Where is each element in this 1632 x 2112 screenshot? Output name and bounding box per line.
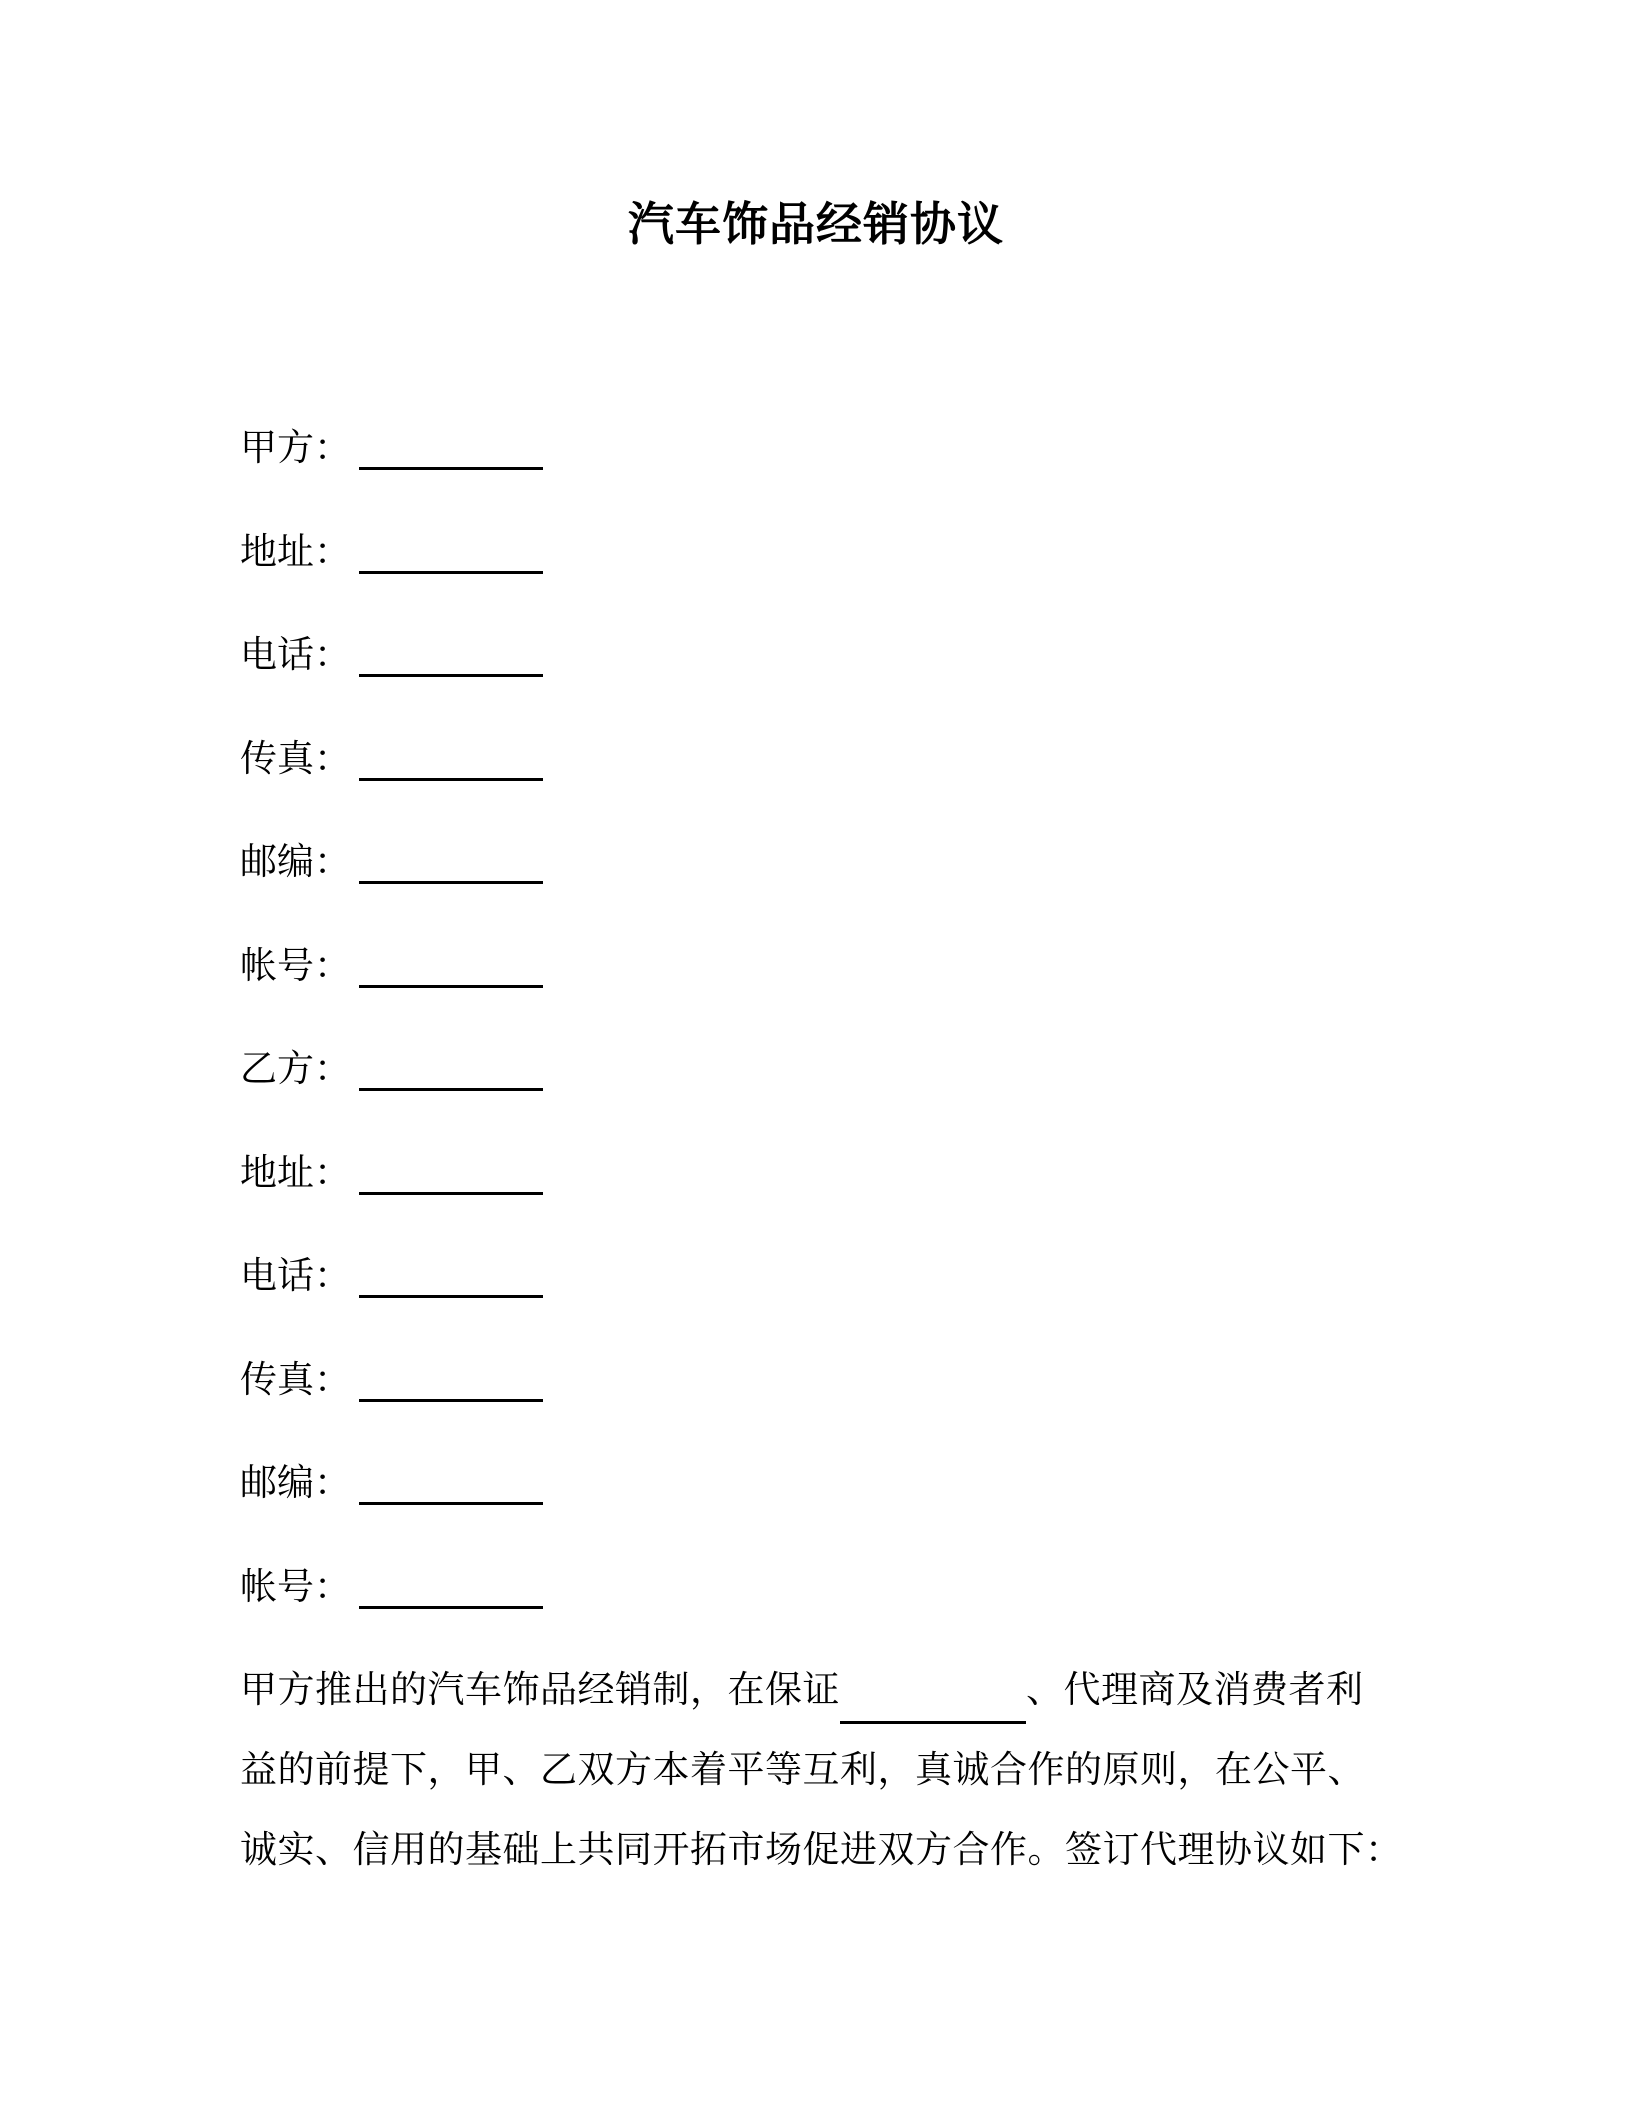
- field-label: 电话：: [240, 1254, 351, 1297]
- field-label: 邮编：: [240, 840, 351, 883]
- fill-in-blank: [359, 1462, 543, 1505]
- field-label: 地址：: [240, 1150, 351, 1194]
- inline-fill-in-blank: [840, 1681, 1026, 1724]
- fill-in-blank: [359, 1359, 543, 1402]
- field-label: 乙方：: [240, 1047, 351, 1090]
- field-label: 传真：: [240, 1357, 351, 1401]
- field-label: 地址：: [240, 529, 351, 573]
- field-label: 传真：: [240, 736, 351, 780]
- party-a-phone-field: [240, 627, 543, 731]
- fill-in-blank: [359, 634, 543, 677]
- party-b-name-field: [240, 1041, 543, 1145]
- intro-line-2: 益的前提下，甲、乙双方本着平等互利，真诚合作的原则，在公平、: [240, 1748, 1365, 1791]
- field-label: 帐号：: [240, 943, 351, 987]
- fill-in-blank: [359, 1566, 543, 1609]
- field-label: 电话：: [240, 633, 351, 676]
- party-a-postcode-field: [240, 834, 543, 938]
- party-b-fax-field: [240, 1352, 543, 1456]
- field-label: 邮编：: [240, 1461, 351, 1504]
- field-label: 帐号：: [240, 1564, 351, 1608]
- fill-in-blank: [359, 841, 543, 884]
- fill-in-blank: [359, 427, 543, 470]
- intro-text: 、代理商及消费者利: [1026, 1668, 1364, 1711]
- fill-in-blank: [359, 945, 543, 988]
- intro-line-1: [240, 1650, 1400, 1730]
- party-b-account-field: [240, 1559, 543, 1663]
- party-fields: [240, 420, 543, 1662]
- party-a-account-field: [240, 938, 543, 1042]
- party-a-name-field: [240, 420, 543, 524]
- party-b-address-field: [240, 1145, 543, 1249]
- party-a-address-field: [240, 524, 543, 628]
- party-a-fax-field: [240, 731, 543, 835]
- fill-in-blank: [359, 1048, 543, 1091]
- party-b-postcode-field: [240, 1455, 543, 1559]
- intro-text: 甲方推出的汽车饰品经销制，在保证: [240, 1668, 840, 1711]
- fill-in-blank: [359, 1152, 543, 1195]
- intro-line-3: 诚实、信用的基础上共同开拓市场促进双方合作。签订代理协议如下：: [240, 1828, 1403, 1871]
- field-label: 甲方：: [240, 426, 351, 469]
- fill-in-blank: [359, 738, 543, 781]
- document-title: 汽车饰品经销协议: [628, 197, 1004, 251]
- fill-in-blank: [359, 1255, 543, 1298]
- intro-paragraph: [240, 1650, 1403, 1890]
- party-b-phone-field: [240, 1248, 543, 1352]
- fill-in-blank: [359, 531, 543, 574]
